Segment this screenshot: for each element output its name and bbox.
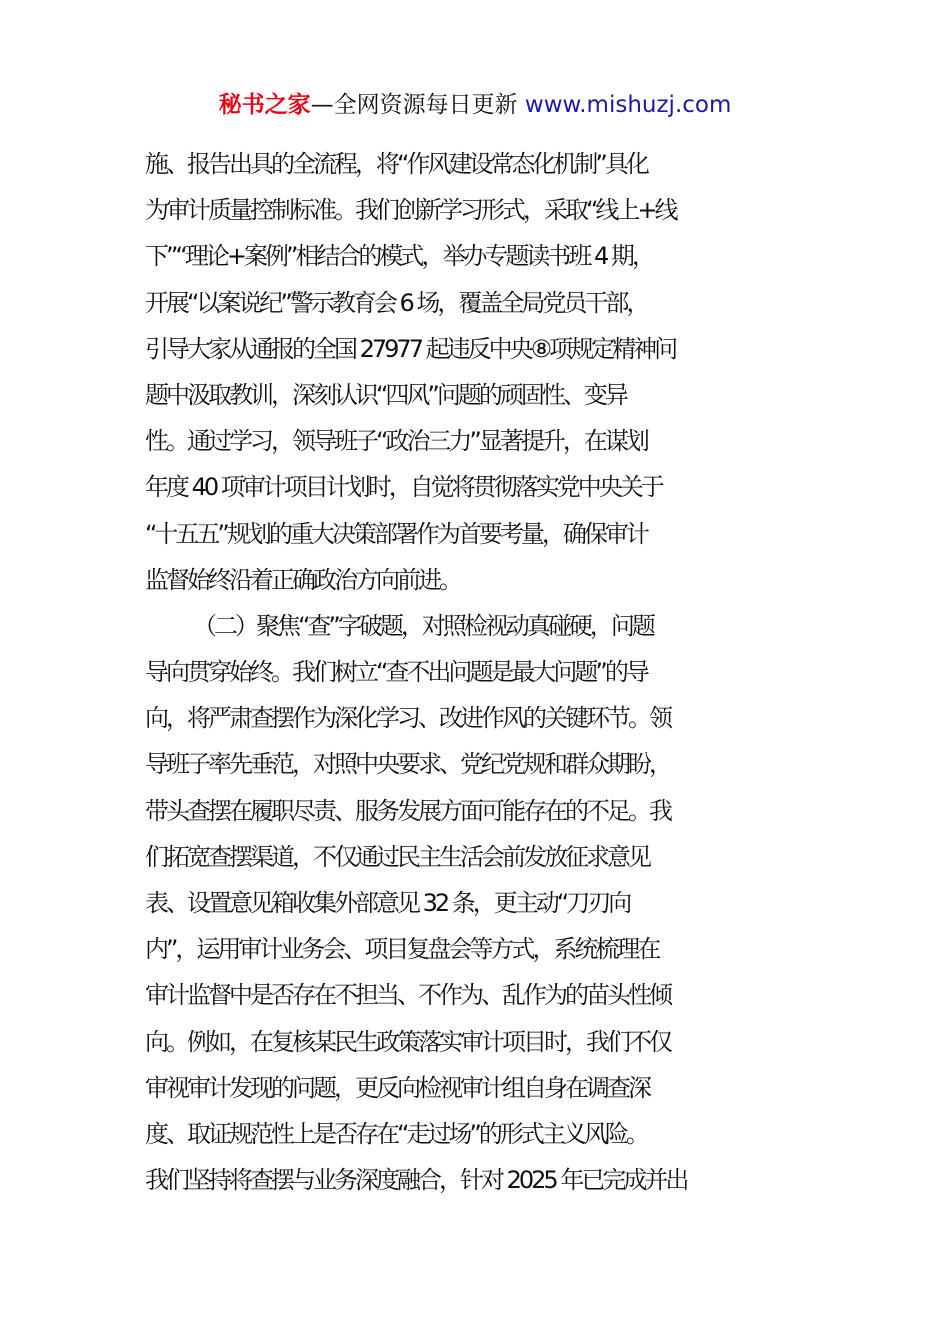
text-line: 向。例如，在复核某民生政策落实审计项目时，我们不仅 [145,1027,670,1056]
text-line: 向，将严肃查摆作为深化学习、改进作风的关键环节。领 [145,704,670,733]
text-line: 监督始终沿着正确政治方向前进。 [145,565,460,594]
text-line: 题中汲取教训，深刻认识“四风”问题的顽固性、变异 [145,380,626,409]
text-line: 引导大家从通报的全国 27977 起违反中央⑧项规定精神问 [145,334,676,363]
text-line: 导向贯穿始终。我们树立“查不出问题是最大问题”的导 [145,658,647,687]
text-line: 性。通过学习，领导班子“政治三力”显著提升，在谋划 [145,427,647,456]
text-line: 内”，运用审计业务会、项目复盘会等方式，系统梳理在 [145,935,659,964]
text-line: 表、设置意见箱收集外部意见 32 条，更主动“刀刃向 [145,889,630,917]
text-line: 审视审计发现的问题，更反向检视审计组自身在调查深 [145,1073,649,1102]
text-line: 施、报告出具的全流程，将“作风建设常态化机制”具化 [145,150,647,178]
text-line: 审计监督中是否存在不担当、不作为、乱作为的苗头性倾 [145,981,670,1010]
text-line: 为审计质量控制标准。我们创新学习形式，采取“线上+线 [145,196,676,225]
text-line: 开展“以案说纪”警示教育会 6 场，覆盖全局党员干部， [145,288,648,317]
brand-name: 秘书之家 [218,92,311,118]
text-line: 我们坚持将查摆与业务深度融合，针对 2025 年已完成并出 [145,1166,687,1195]
text-line: 导班子率先垂范，对照中央要求、党纪党规和群众期盼， [145,750,670,779]
page-header [0,88,950,122]
section-heading-line: （二）聚焦“查”字破题，对照检视动真碰硬，问题 [193,611,653,640]
document-body [145,141,815,1203]
text-line: 度、取证规范性上是否存在“走过场”的形式主义风险。 [145,1119,647,1148]
text-line: 们拓宽查摆渠道，不仅通过民主生活会前发放征求意见 [145,842,649,871]
text-line: 带头查摆在履职尽责、服务发展方面可能存在的不足。我 [145,796,670,825]
text-line: “十五五”规划的重大决策部署作为首要考量，确保审计 [145,519,647,548]
text-line: 年度 40 项审计项目计划时，自觉将贯彻落实党中央关于 [145,473,662,502]
text-line: 下”“理论+案例”相结合的模式，举办专题读书班 4 期， [145,242,653,271]
website-link[interactable]: www.mishuzj.com [524,92,732,118]
header-slogan: —全网资源每日更新 [310,92,518,118]
